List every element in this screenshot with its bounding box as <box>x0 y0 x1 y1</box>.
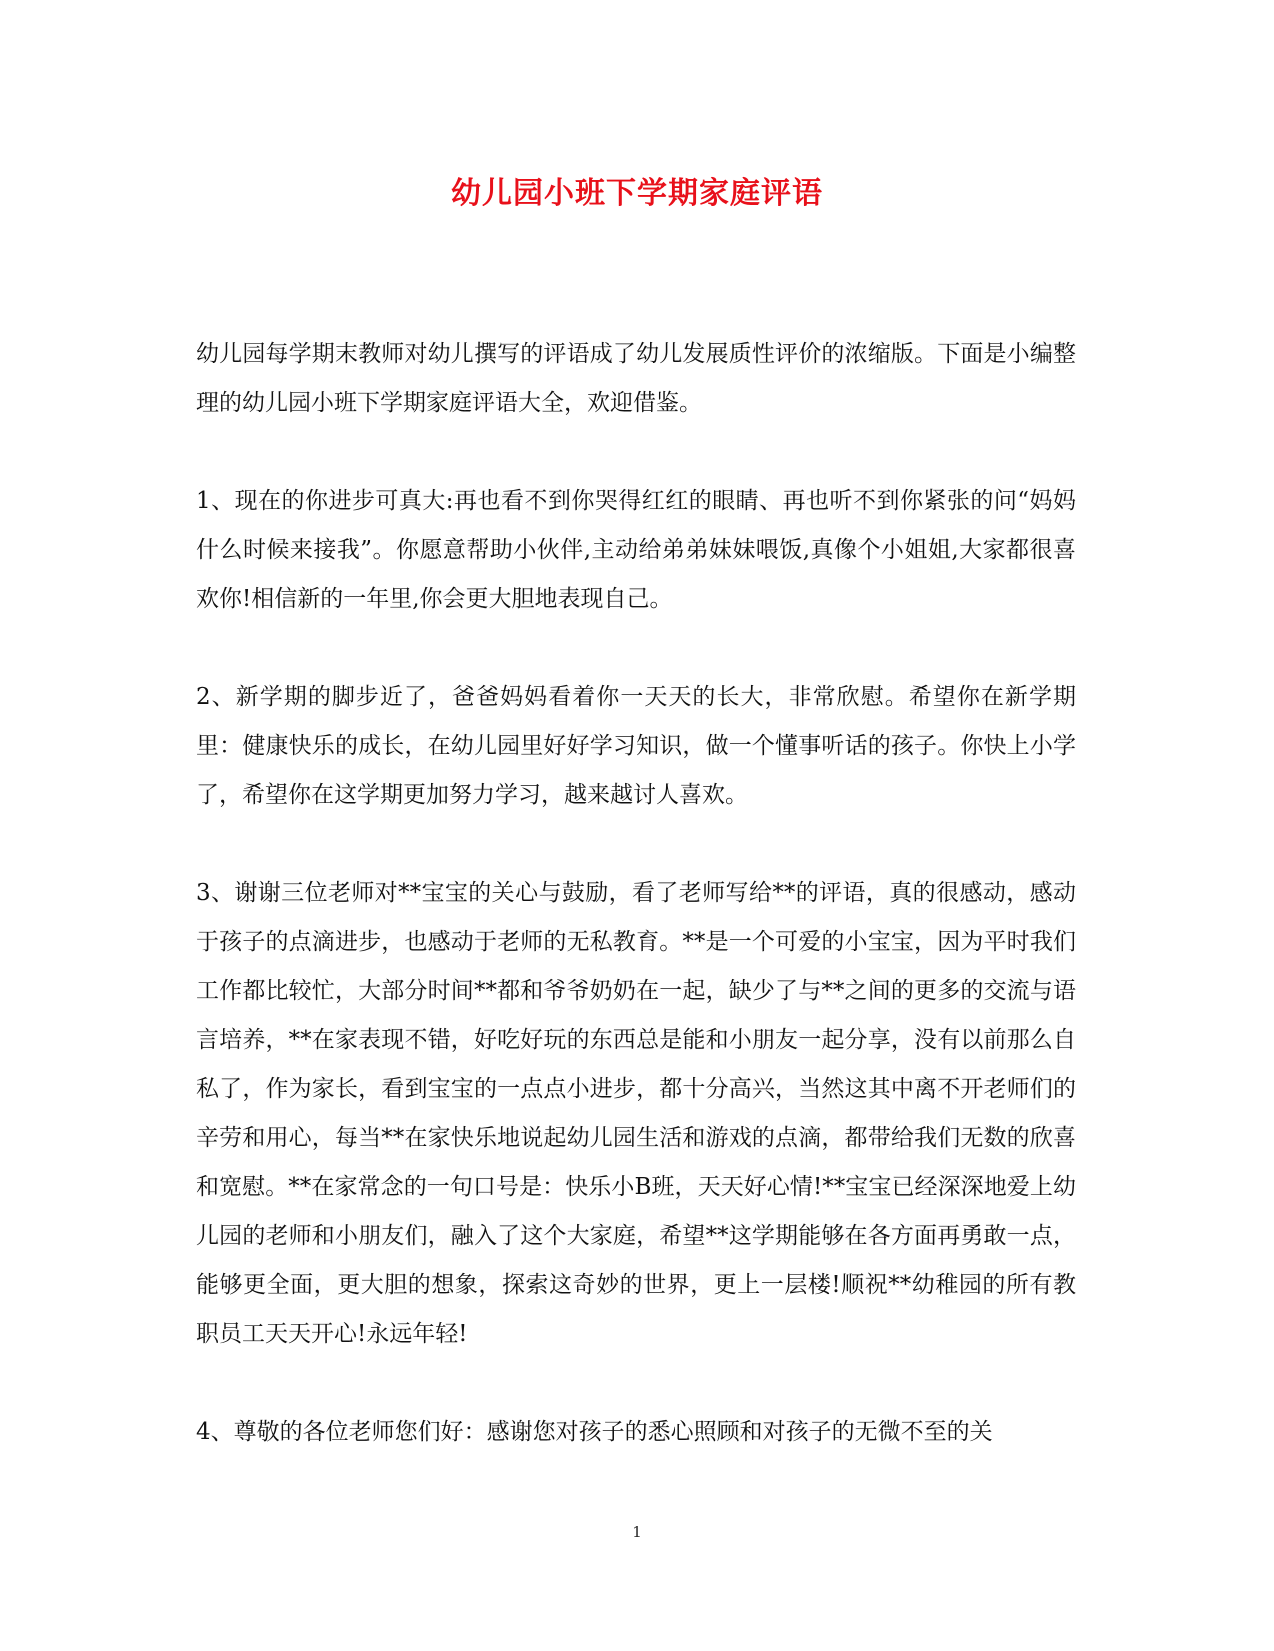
intro-paragraph: 幼儿园每学期末教师对幼儿撰写的评语成了幼儿发展质性评价的浓缩版。下面是小编整理的幼儿园小班下学期家庭评语大全，欢迎借鉴。 <box>196 341 1076 416</box>
comment-paragraph-1: 1、现在的你进步可真大:再也看不到你哭得红红的眼睛、再也听不到你紧张的问“妈妈什么时候来接我”。你愿意帮助小伙伴,主动给弟弟妹妹喂饭,真像个小姐姐,大家都很喜欢你!相信新的一年里,你会更大胆地表现自己。 <box>196 488 1076 612</box>
document-title: 幼儿园小班下学期家庭评语 <box>451 176 823 211</box>
page-number: 1 <box>632 1523 642 1541</box>
document-body <box>196 330 1076 1506</box>
comment-paragraph-2: 2、新学期的脚步近了，爸爸妈妈看着你一天天的长大，非常欣慰。希望你在新学期里：健康快乐的成长，在幼儿园里好好学习知识，做一个懂事听话的孩子。你快上小学了，希望你在这学期更加努力学习，越来越讨人喜欢。 <box>196 684 1076 808</box>
comment-paragraph-4: 4、尊敬的各位老师您们好：感谢您对孩子的悉心照顾和对孩子的无微不至的关 <box>196 1419 993 1445</box>
comment-paragraph-3: 3、谢谢三位老师对**宝宝的关心与鼓励，看了老师写给**的评语，真的很感动，感动于孩子的点滴进步，也感动于老师的无私教育。**是一个可爱的小宝宝，因为平时我们工作都比较忙，大部分时间**都和爷爷奶奶在一起，缺少了与**之间的更多的交流与语言培养，**在家表现不错，好吃好玩的东西总是能和小朋友一起分享，没有以前那么自私了，作为家长，看到宝宝的一点点小进步，都十分高兴，当然这其中离不开老师们的辛劳和用心，每当**在家快乐地说起幼儿园生活和游戏的点滴，都带给我们无数的欣喜和宽慰。**在家常念的一句口号是：快乐小B班，天天好心情!**宝宝已经深深地爱上幼儿园的老师和小朋友们，融入了这个大家庭，希望**这学期能够在各方面再勇敢一点，能够更全面，更大胆的想象，探索这奇妙的世界，更上一层楼!顺祝**幼稚园的所有教职员工天天开心!永远年轻! <box>196 880 1076 1347</box>
